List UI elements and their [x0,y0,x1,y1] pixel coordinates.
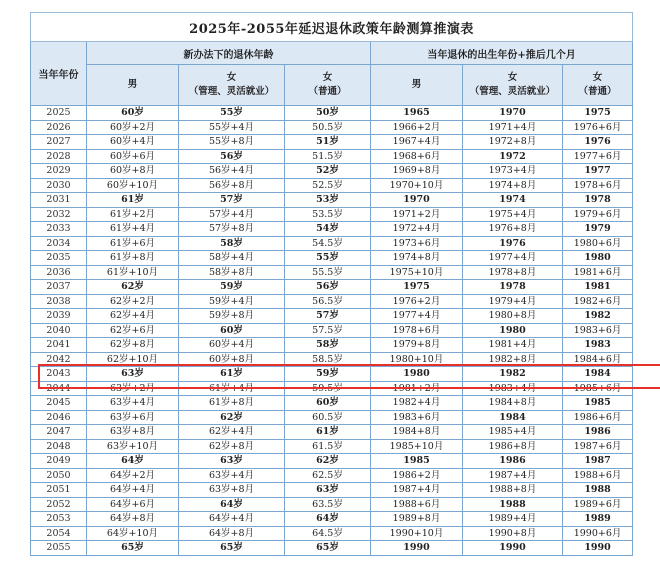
table-row [31,236,633,251]
value-cell: 1978+8月 [463,265,563,280]
value-cell: 50.5岁 [285,120,371,135]
value-cell: 55岁+4月 [179,120,285,135]
value-cell: 62.5岁 [285,468,371,483]
value-cell: 1988 [563,483,633,498]
value-cell: 1970+10月 [371,178,463,193]
value-cell: 1979+4月 [463,294,563,309]
table-row [31,106,633,121]
value-cell: 57.5岁 [285,323,371,338]
year-cell: 2032 [31,207,87,222]
value-cell: 64岁 [87,454,179,469]
year-cell: 2048 [31,439,87,454]
value-cell: 61岁+8月 [179,396,285,411]
value-cell: 1970 [463,106,563,121]
year-cell: 2055 [31,541,87,556]
value-cell: 1989+6月 [563,497,633,512]
table-row [31,280,633,295]
value-cell: 1985+6月 [563,381,633,396]
value-cell: 1988 [463,497,563,512]
value-cell: 55.5岁 [285,265,371,280]
sub-header-category: （普通） [308,86,347,97]
year-cell: 2045 [31,396,87,411]
value-cell: 56岁+4月 [179,164,285,179]
table-row [31,265,633,280]
table-row [31,120,633,135]
table-row [31,309,633,324]
value-cell: 60岁+4月 [87,135,179,150]
value-cell: 1977+6月 [563,149,633,164]
year-cell: 2035 [31,251,87,266]
value-cell: 1983+6月 [563,323,633,338]
value-cell: 1974 [463,193,563,208]
value-cell: 58岁 [179,236,285,251]
value-cell: 1971+4月 [463,120,563,135]
value-cell: 64岁+8月 [179,526,285,541]
value-cell: 1975+4月 [463,207,563,222]
year-cell: 2051 [31,483,87,498]
value-cell: 62岁 [87,280,179,295]
value-cell: 58岁 [285,338,371,353]
value-cell: 58岁+4月 [179,251,285,266]
value-cell: 63岁 [179,454,285,469]
value-cell: 51.5岁 [285,149,371,164]
value-cell: 60岁+8月 [179,352,285,367]
value-cell: 1976+2月 [371,294,463,309]
table-row [31,178,633,193]
value-cell: 63岁+8月 [87,425,179,440]
value-cell: 55岁+8月 [179,135,285,150]
value-cell: 1990 [463,541,563,556]
value-cell: 61岁+4月 [87,222,179,237]
value-cell: 64岁+2月 [87,468,179,483]
sub-header-2 [285,65,371,106]
value-cell: 58岁+8月 [179,265,285,280]
sub-header-gender: 女 [592,72,603,83]
value-cell: 63岁+6月 [87,410,179,425]
value-cell: 1981+4月 [463,338,563,353]
year-cell: 2033 [31,222,87,237]
value-cell: 62岁+10月 [87,352,179,367]
value-cell: 1972+8月 [463,135,563,150]
value-cell: 1987 [563,454,633,469]
group-header-new-retirement-age: 新办法下的退休年龄 [87,42,371,65]
value-cell: 56岁 [285,280,371,295]
year-cell: 2031 [31,193,87,208]
value-cell: 1984 [563,367,633,382]
value-cell: 1983+4月 [463,381,563,396]
value-cell: 63岁+4月 [87,396,179,411]
value-cell: 51岁 [285,135,371,150]
value-cell: 60岁 [285,396,371,411]
value-cell: 55岁 [285,251,371,266]
year-cell: 2053 [31,512,87,527]
sub-header-gender: 女 [322,72,333,83]
value-cell: 60岁+6月 [87,149,179,164]
table-row [31,294,633,309]
value-cell: 63岁 [285,483,371,498]
value-cell: 1984+8月 [463,396,563,411]
year-cell: 2034 [31,236,87,251]
value-cell: 1981 [563,280,633,295]
value-cell: 1982 [463,367,563,382]
value-cell: 65岁 [87,541,179,556]
sub-header-0 [87,65,179,106]
table-row [31,483,633,498]
value-cell: 63岁+8月 [179,483,285,498]
value-cell: 60岁+10月 [87,178,179,193]
retirement-table-container [30,12,632,556]
value-cell: 65岁 [285,541,371,556]
value-cell: 1988+6月 [371,497,463,512]
value-cell: 60岁 [87,106,179,121]
value-cell: 1979+6月 [563,207,633,222]
sub-header-5 [563,65,633,106]
value-cell: 61岁+2月 [87,207,179,222]
value-cell: 1976 [463,236,563,251]
value-cell: 57岁 [285,309,371,324]
year-cell: 2040 [31,323,87,338]
value-cell: 1980 [371,367,463,382]
value-cell: 1989 [563,512,633,527]
value-cell: 1990 [371,541,463,556]
value-cell: 57岁+8月 [179,222,285,237]
value-cell: 1977+4月 [463,251,563,266]
value-cell: 1973+6月 [371,236,463,251]
year-cell: 2042 [31,352,87,367]
table-row [31,497,633,512]
value-cell: 1990+10月 [371,526,463,541]
value-cell: 59.5岁 [285,381,371,396]
table-row [31,381,633,396]
value-cell: 1982+6月 [563,294,633,309]
value-cell: 1983 [563,338,633,353]
value-cell: 1989+8月 [371,512,463,527]
value-cell: 1985+10月 [371,439,463,454]
value-cell: 1982 [563,309,633,324]
value-cell: 1978+6月 [563,178,633,193]
year-cell: 2041 [31,338,87,353]
value-cell: 1986+8月 [463,439,563,454]
value-cell: 61岁+8月 [87,251,179,266]
table-row [31,367,633,382]
header-row-2 [31,65,633,106]
value-cell: 54岁 [285,222,371,237]
value-cell: 59岁+8月 [179,309,285,324]
sub-header-gender: 男 [127,79,138,90]
value-cell: 1984+8月 [371,425,463,440]
value-cell: 64岁 [285,512,371,527]
value-cell: 1985 [371,454,463,469]
table-row [31,468,633,483]
value-cell: 62岁+8月 [179,439,285,454]
header-row-1 [31,42,633,65]
value-cell: 1987+4月 [371,483,463,498]
year-cell: 2037 [31,280,87,295]
value-cell: 1981+2月 [371,381,463,396]
year-cell: 2036 [31,265,87,280]
table-row [31,526,633,541]
sub-header-category: （普通） [578,86,617,97]
value-cell: 59岁+4月 [179,294,285,309]
retirement-table [30,12,633,556]
value-cell: 50岁 [285,106,371,121]
value-cell: 1966+2月 [371,120,463,135]
year-cell: 2028 [31,149,87,164]
value-cell: 1974+8月 [371,251,463,266]
year-cell: 2046 [31,410,87,425]
value-cell: 59岁 [179,280,285,295]
value-cell: 1978 [563,193,633,208]
year-cell: 2050 [31,468,87,483]
value-cell: 1973+4月 [463,164,563,179]
value-cell: 1986+2月 [371,468,463,483]
value-cell: 62岁+4月 [87,309,179,324]
table-row [31,149,633,164]
table-row [31,222,633,237]
value-cell: 1968+6月 [371,149,463,164]
value-cell: 1976+6月 [563,120,633,135]
value-cell: 1977 [563,164,633,179]
value-cell: 1975 [371,280,463,295]
value-cell: 1989+4月 [463,512,563,527]
value-cell: 1975+10月 [371,265,463,280]
year-cell: 2047 [31,425,87,440]
value-cell: 62岁+4月 [179,425,285,440]
table-row [31,207,633,222]
value-cell: 61岁+10月 [87,265,179,280]
value-cell: 65岁 [179,541,285,556]
year-cell: 2026 [31,120,87,135]
value-cell: 64.5岁 [285,526,371,541]
value-cell: 63岁+4月 [179,468,285,483]
value-cell: 1986 [563,425,633,440]
sub-header-3 [371,65,463,106]
table-row [31,396,633,411]
value-cell: 1971+2月 [371,207,463,222]
table-row [31,251,633,266]
value-cell: 60.5岁 [285,410,371,425]
value-cell: 1980+10月 [371,352,463,367]
value-cell: 60岁+8月 [87,164,179,179]
value-cell: 1987+4月 [463,468,563,483]
value-cell: 1976 [563,135,633,150]
value-cell: 52岁 [285,164,371,179]
value-cell: 63岁 [87,367,179,382]
value-cell: 1990+8月 [463,526,563,541]
year-cell: 2027 [31,135,87,150]
value-cell: 1980+8月 [463,309,563,324]
value-cell: 56岁+8月 [179,178,285,193]
value-cell: 57岁 [179,193,285,208]
year-cell: 2043 [31,367,87,382]
value-cell: 58.5岁 [285,352,371,367]
value-cell: 1981+6月 [563,265,633,280]
value-cell: 63岁+10月 [87,439,179,454]
value-cell: 62岁 [179,410,285,425]
value-cell: 62岁 [285,454,371,469]
value-cell: 1990+6月 [563,526,633,541]
value-cell: 1970 [371,193,463,208]
value-cell: 60岁+2月 [87,120,179,135]
value-cell: 1982+8月 [463,352,563,367]
sub-header-category: （管理、灵活就业） [188,86,275,97]
table-title: 2025年-2055年延迟退休政策年龄测算推演表 [31,13,633,42]
value-cell: 63岁+2月 [87,381,179,396]
value-cell: 1972 [463,149,563,164]
value-cell: 54.5岁 [285,236,371,251]
value-cell: 1976+8月 [463,222,563,237]
value-cell: 56岁 [179,149,285,164]
table-row [31,454,633,469]
value-cell: 1972+4月 [371,222,463,237]
value-cell: 1988+6月 [563,468,633,483]
table-row [31,338,633,353]
table-row [31,193,633,208]
value-cell: 1986 [463,454,563,469]
year-cell: 2039 [31,309,87,324]
value-cell: 61.5岁 [285,439,371,454]
year-cell: 2054 [31,526,87,541]
value-cell: 61岁+4月 [179,381,285,396]
value-cell: 57岁+4月 [179,207,285,222]
value-cell: 1978+6月 [371,323,463,338]
value-cell: 64岁+4月 [179,512,285,527]
value-cell: 64岁+10月 [87,526,179,541]
table-row [31,352,633,367]
year-cell: 2029 [31,164,87,179]
value-cell: 1990 [563,541,633,556]
value-cell: 1965 [371,106,463,121]
table-row [31,164,633,179]
value-cell: 1984+6月 [563,352,633,367]
value-cell: 53.5岁 [285,207,371,222]
value-cell: 64岁 [179,497,285,512]
value-cell: 64岁+8月 [87,512,179,527]
value-cell: 1974+8月 [463,178,563,193]
value-cell: 60岁+4月 [179,338,285,353]
group-header-birth-year: 当年退休的出生年份+推后几个月 [371,42,633,65]
value-cell: 59岁 [285,367,371,382]
year-cell: 2038 [31,294,87,309]
value-cell: 1980 [463,323,563,338]
value-cell: 1977+4月 [371,309,463,324]
value-cell: 62岁+6月 [87,323,179,338]
value-cell: 53岁 [285,193,371,208]
value-cell: 61岁 [87,193,179,208]
value-cell: 1985 [563,396,633,411]
value-cell: 61岁 [285,425,371,440]
value-cell: 1967+4月 [371,135,463,150]
value-cell: 1980+6月 [563,236,633,251]
year-cell: 2052 [31,497,87,512]
value-cell: 1987+6月 [563,439,633,454]
value-cell: 62岁+2月 [87,294,179,309]
value-cell: 64岁+6月 [87,497,179,512]
year-cell: 2049 [31,454,87,469]
value-cell: 62岁+8月 [87,338,179,353]
value-cell: 1982+4月 [371,396,463,411]
table-row [31,512,633,527]
value-cell: 55岁 [179,106,285,121]
value-cell: 1980 [563,251,633,266]
value-cell: 61岁+6月 [87,236,179,251]
value-cell: 1975 [563,106,633,121]
table-row [31,439,633,454]
sub-header-category: （管理、灵活就业） [469,86,556,97]
table-row [31,410,633,425]
value-cell: 63.5岁 [285,497,371,512]
value-cell: 1979+8月 [371,338,463,353]
value-cell: 1979 [563,222,633,237]
value-cell: 1969+8月 [371,164,463,179]
value-cell: 52.5岁 [285,178,371,193]
sub-header-gender: 男 [411,79,422,90]
table-row [31,425,633,440]
value-cell: 56.5岁 [285,294,371,309]
value-cell: 1985+4月 [463,425,563,440]
sub-header-4 [463,65,563,106]
value-cell: 60岁 [179,323,285,338]
year-column-header: 当年年份 [31,42,87,106]
year-cell: 2044 [31,381,87,396]
title-row [31,13,633,42]
year-cell: 2030 [31,178,87,193]
value-cell: 1978 [463,280,563,295]
sub-header-gender: 女 [226,72,237,83]
table-row [31,323,633,338]
value-cell: 64岁+4月 [87,483,179,498]
value-cell: 1983+6月 [371,410,463,425]
table-row [31,135,633,150]
sub-header-gender: 女 [507,72,518,83]
year-cell: 2025 [31,106,87,121]
value-cell: 1988+8月 [463,483,563,498]
sub-header-1 [179,65,285,106]
value-cell: 1984 [463,410,563,425]
value-cell: 1986+6月 [563,410,633,425]
table-row [31,541,633,556]
value-cell: 61岁 [179,367,285,382]
